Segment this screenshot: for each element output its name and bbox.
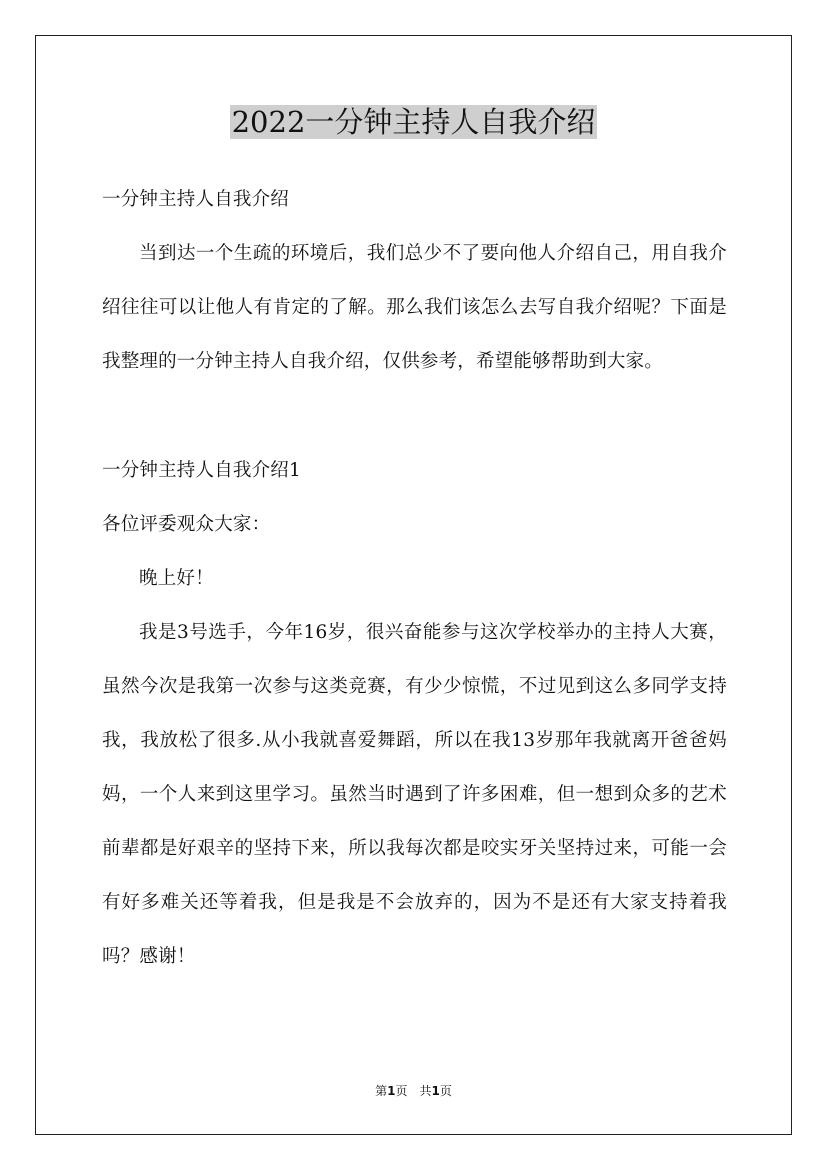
subtitle: 一分钟主持人自我介绍	[102, 189, 290, 210]
greeting: 晚上好！	[139, 568, 214, 589]
intro-paragraph: 当到达一个生疏的环境后，我们总少不了要向他人介绍自己，用自我介绍往往可以让他人有肯定的了解。那么我们该怎么去写自我介绍呢？下面是我整理的一分钟主持人自我介绍，仅供参考，希望能够帮助到大家。	[102, 243, 727, 372]
footer-page-suffix: 页	[439, 1084, 452, 1098]
page-footer	[0, 1082, 827, 1099]
section-heading: 一分钟主持人自我介绍1	[102, 460, 301, 481]
footer-page-mid: 页 共	[395, 1084, 432, 1098]
footer-page-total: 1	[431, 1084, 440, 1098]
salutation: 各位评委观众大家：	[102, 514, 271, 535]
document-title	[0, 100, 827, 144]
footer-page-prefix: 第	[375, 1084, 388, 1098]
footer-page-current: 1	[387, 1084, 396, 1098]
document-body	[102, 173, 727, 984]
document-title-text: 2022一分钟主持人自我介绍	[231, 105, 596, 139]
paragraph-spacer	[102, 389, 727, 444]
body-paragraph: 我是3号选手，今年16岁，很兴奋能参与这次学校举办的主持人大赛，虽然今次是我第一次参与这类竞赛，有少少惊慌，不过见到这么多同学支持我，我放松了很多.从小我就喜爱舞蹈，所以在我13岁那年我就离开爸爸妈妈，一个人来到这里学习。虽然当时遇到了许多困难，但一想到众多的艺术前辈都是好艰辛的坚持下来，所以我每次都是咬实牙关坚持过来，可能一会有好多难关还等着我，但是我是不会放弃的，因为不是还有大家支持着我吗？感谢！	[102, 622, 727, 967]
